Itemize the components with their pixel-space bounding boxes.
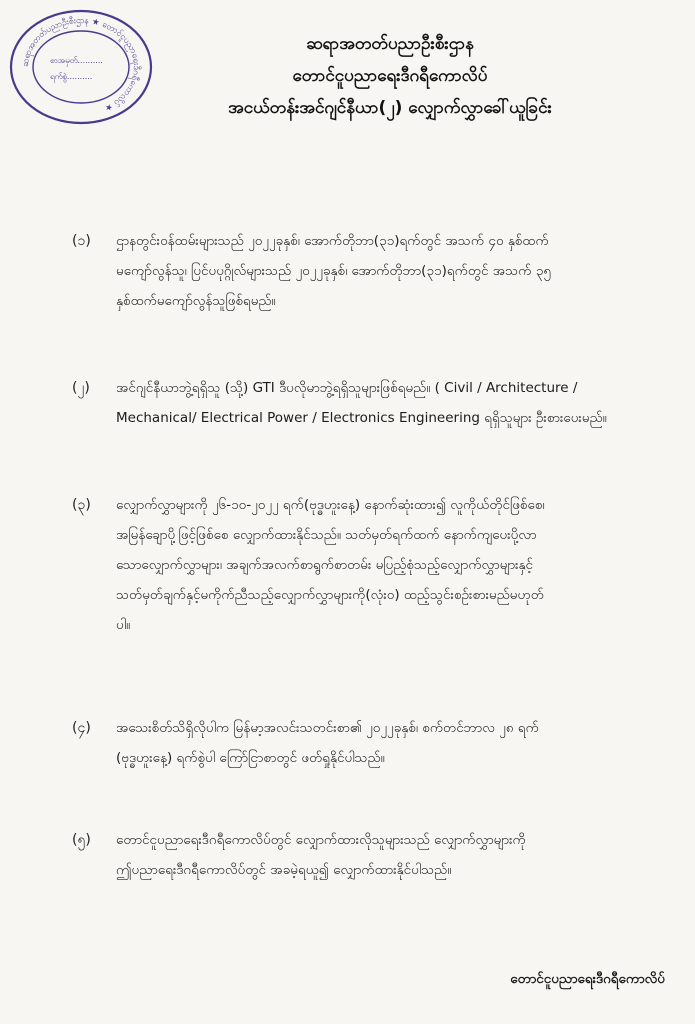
- clause-number: (၁): [72, 233, 91, 249]
- clause-line: နှစ်ထက်မကျော်လွန်သူဖြစ်ရမည်။: [116, 293, 276, 309]
- clause-line: ပါ။: [116, 617, 131, 633]
- clause-line: အမြန်ချောပို့ဖြင့်ဖြစ်စေ လျှောက်ထားနိုင်သည်။ သတ်မှတ်ရက်ထက် နောက်ကျပေးပို့လာ: [116, 527, 537, 543]
- clause-line: Mechanical/ Electrical Power / Electronics Engineering ရရှိသူများ ဦးစားပေးမည်။: [116, 410, 607, 426]
- clause-number: (၂): [72, 380, 90, 396]
- clause-line: သတ်မှတ်ချက်နှင့်မကိုက်ညီသည့်လျှောက်လွှာများကို(လုံးဝ) ထည့်သွင်းစဉ်းစားမည်မဟုတ်: [116, 587, 544, 603]
- clause-line: (ဗုဒ္ဓဟူးနေ့) ရက်စွဲပါ ကြော်ငြာစာတွင် ဖတ်ရှုနိုင်ပါသည်။: [116, 750, 385, 766]
- clause-line: တောင်ငူပညာရေးဒီဂရီကောလိပ်တွင် လျှောက်ထားလိုသူများသည် လျှောက်လွှာများကို: [116, 832, 526, 848]
- stamp-outer-text: ဆရာအတတ်ပညာဦးစီးဌာန ★ တောင်ငူပညာရေးဒီဂရီကောလိပ် ★: [20, 15, 142, 113]
- clause-number: (၅): [72, 832, 91, 848]
- clause-line: မကျော်လွန်သူ၊ ပြင်ပပုဂ္ဂိုလ်များသည် ၂၀၂၂ခုနှစ်၊ အောက်တိုဘာ(၃၁)ရက်တွင် အသက် ၃၅: [116, 263, 551, 279]
- header-college: တောင်ငူပညာရေးဒီဂရီကောလိပ်: [292, 66, 488, 86]
- clause-line: အသေးစိတ်သိရှိလိုပါက မြန်မာ့အလင်းသတင်းစာ၏ ၂၀၂၂ခုနှစ်၊ စက်တင်ဘာလ ၂၈ ရက်: [116, 720, 539, 736]
- clause-line: သောလျှောက်လွှာများ၊ အချက်အလက်စာရွက်စာတမ်း မပြည့်စုံသည့်လျှောက်လွှာများနှင့်: [116, 557, 534, 573]
- clause-line: ဤပညာရေးဒီဂရီကောလိပ်တွင် အခမဲ့ရယူ၍ လျှောက်ထားနိုင်ပါသည်။: [116, 862, 452, 878]
- signature-block: တောင်ငူပညာရေးဒီဂရီကောလိပ်: [510, 971, 665, 987]
- clause-line: ဌာနတွင်းဝန်ထမ်းများသည် ၂၀၂၂ခုနှစ်၊ အောက်တိုဘာ(၃၁)ရက်တွင် အသက် ၄၀ နှစ်ထက်: [116, 233, 549, 249]
- clause-number: (၃): [72, 497, 91, 513]
- clause-number: (၄): [72, 720, 91, 736]
- header-department: ဆရာအတတ်ပညာဦးစီးဌာန: [306, 34, 474, 54]
- document-header: [130, 28, 650, 124]
- stamp-line-ref: စာအမှတ်..........: [50, 56, 103, 65]
- stamp-line-date: ရက်စွဲ..........: [50, 72, 93, 81]
- clause-line: အင်ဂျင်နီယာဘွဲ့ရရှိသူ (သို့) GTI ဒီပလိုမာဘွဲ့ရရှိသူများဖြစ်ရမည်။ ( Civil / Architecture /: [116, 380, 578, 396]
- clause-line: လျှောက်လွှာများကို ၂၆-၁၀-၂၀၂၂ ရက်(ဗုဒ္ဓဟူးနေ့) နောက်ဆုံးထား၍ လူကိုယ်တိုင်ဖြစ်စေ၊: [116, 497, 545, 513]
- header-subject: အငယ်တန်းအင်ဂျင်နီယာ(၂) လျှောက်လွှာခေါ်ယူခြင်း: [228, 98, 552, 118]
